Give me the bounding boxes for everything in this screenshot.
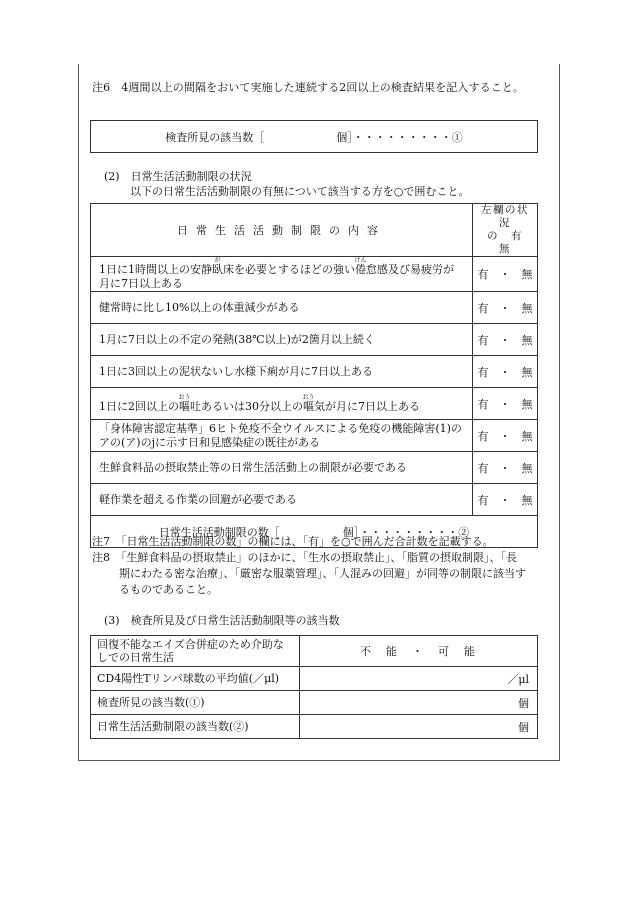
yes-no-selector-2[interactable]: 有 ・ 無 [473, 292, 538, 324]
restriction-item-1: 1日に1時間以上の安静臥が床を必要とするほどの強い倦けん怠感及び易疲労が月に7日以上ある [91, 257, 473, 292]
summary-label-2: CD4陽性Tリンパ球数の平均値(／μl) [91, 667, 300, 691]
summary-value-2[interactable]: ／μl [300, 667, 538, 691]
header-status-line1: 左欄の状況 [481, 204, 529, 229]
notes-7-8 [92, 534, 547, 598]
restriction-count-suffix: 個］・・・・・・・・・② [342, 525, 470, 539]
summary-value-3[interactable]: 個 [300, 691, 538, 715]
header-content: 日常生活活動制限の内容 [91, 204, 473, 257]
yes-no-selector-4[interactable]: 有 ・ 無 [473, 356, 538, 388]
yes-no-selector-8[interactable]: 有 ・ 無 [473, 484, 538, 516]
table-row [91, 636, 538, 667]
summary-label-3: 検査所見の該当数(①) [91, 691, 300, 715]
summary-value-1[interactable]: 不 能 ・ 可 能 [300, 636, 538, 667]
restriction-item-5: 1日に2回以上の嘔おう吐あるいは30分以上の嘔おう気が月に7日以上ある [91, 388, 473, 420]
table-header-row [91, 204, 538, 257]
restriction-count-label: 日常生活活動制限の数［ [158, 525, 280, 539]
note-8-line-1: 注8 「生鮮食料品の摂取禁止」のほかに、「生水の摂取禁止」、「脂質の摂取制限」、「長 [92, 551, 517, 564]
restriction-item-6: 「身体障害認定基準」6ヒト免疫不全ウイルスによる免疫の機能障害(1)のアの(ア)のjに示す日和見感染症の既往がある [91, 420, 473, 452]
section-2-description: 以下の日常生活活動制限の有無について該当する方を○で囲むこと。 [130, 185, 470, 198]
table-row [91, 484, 538, 516]
findings-count-box [90, 120, 538, 153]
restriction-item-4: 1日に3回以上の泥状ないし水様下痢が月に7日以上ある [91, 356, 473, 388]
table-row [91, 257, 538, 292]
section-3-heading: (3) 検査所見及び日常生活活動制限等の該当数 [104, 614, 340, 627]
summary-value-4[interactable]: 個 [300, 715, 538, 739]
table-row [91, 356, 538, 388]
header-status-line2: の 有 無 [487, 230, 535, 255]
findings-count-label: 検査所見の該当数［ [165, 130, 265, 144]
restriction-item-8: 軽作業を超える作業の回避が必要である [91, 484, 473, 516]
yes-no-selector-3[interactable]: 有 ・ 無 [473, 324, 538, 356]
table-row [91, 324, 538, 356]
table-row [91, 292, 538, 324]
yes-no-selector-5[interactable]: 有 ・ 無 [473, 388, 538, 420]
table-row [91, 452, 538, 484]
activity-restriction-table [90, 203, 538, 548]
table-row [91, 420, 538, 452]
note-8-line-3: るものであること。 [119, 583, 218, 596]
summary-table [90, 635, 538, 739]
summary-label-4: 日常生活活動制限の該当数(②) [91, 715, 300, 739]
restriction-item-3: 1月に7日以上の不定の発熱(38℃以上)が2箇月以上続く [91, 324, 473, 356]
table-row [91, 715, 538, 739]
yes-no-selector-7[interactable]: 有 ・ 無 [473, 452, 538, 484]
restriction-item-2: 健常時に比し10%以上の体重減少がある [91, 292, 473, 324]
yes-no-selector-1[interactable]: 有 ・ 無 [473, 257, 538, 292]
header-status [473, 204, 538, 257]
yes-no-selector-6[interactable]: 有 ・ 無 [473, 420, 538, 452]
note-8-line-2: 期にわたる密な治療」、「厳密な服薬管理」、「人混みの回避」が同等の制限に該当す [119, 567, 526, 580]
table-row [91, 691, 538, 715]
table-row [91, 667, 538, 691]
note-6: 注6 4週間以上の間隔をおいて実施した連続する2回以上の検査結果を記入すること。 [92, 81, 524, 94]
note-7: 注7 「日常生活活動制限の数」の欄には、「有」を○で囲んだ合計数を記載する。 [92, 535, 494, 548]
findings-count-suffix: 個］・・・・・・・・・① [336, 130, 463, 144]
table-row [91, 388, 538, 420]
restriction-item-7: 生鮮食料品の摂取禁止等の日常生活活動上の制限が必要である [91, 452, 473, 484]
summary-label-1: 回復不能なエイズ合併症のため介助なしでの日常生活 [91, 636, 300, 667]
section-2-heading: (2) 日常生活活動制限の状況 [104, 170, 252, 183]
